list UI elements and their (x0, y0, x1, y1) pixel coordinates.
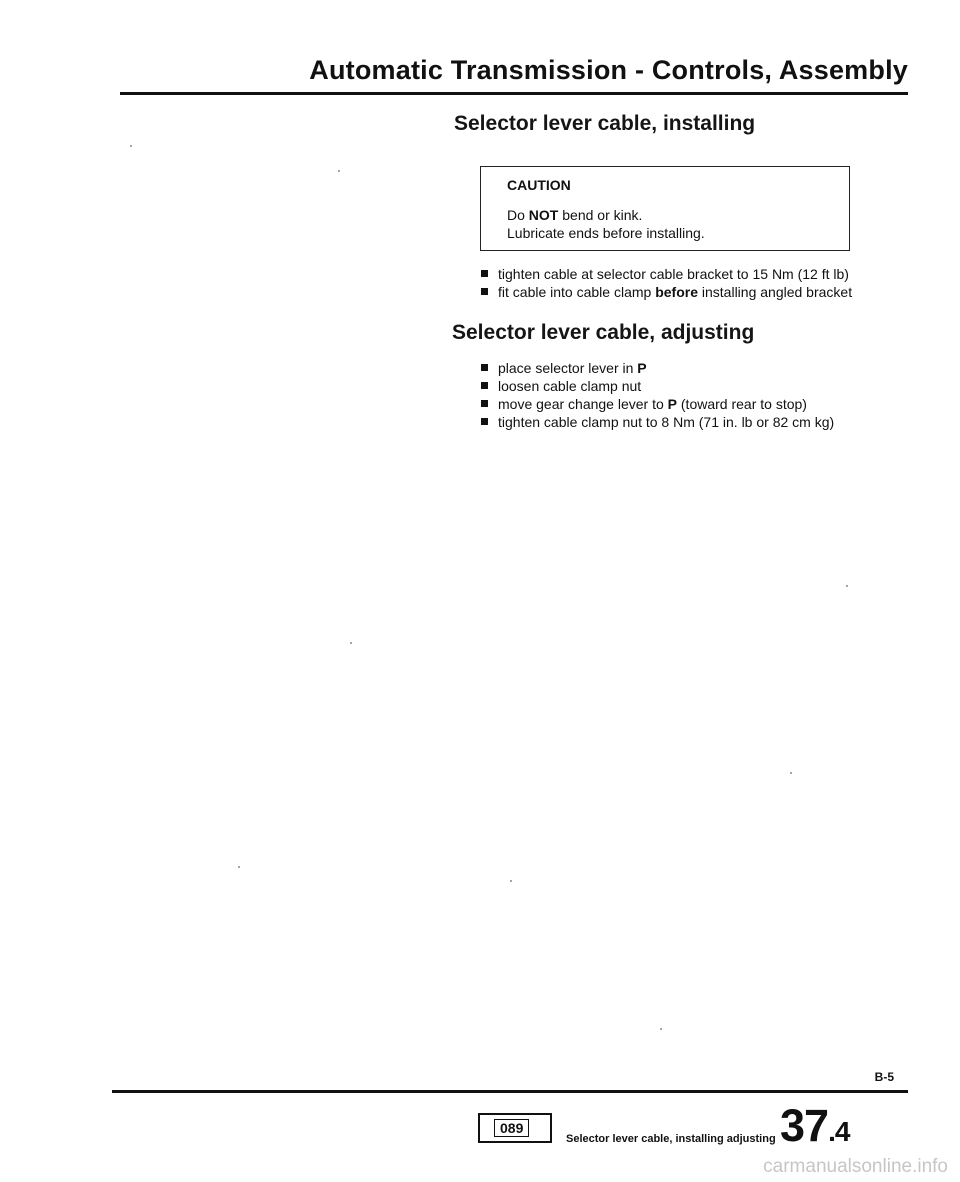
section-title-adjusting: Selector lever cable, adjusting (452, 321, 755, 344)
section-title-installing: Selector lever cable, installing (454, 112, 756, 135)
list-item: place selector lever in P (480, 359, 874, 377)
watermark: carmanualsonline.info (763, 1156, 948, 1177)
page-header (120, 48, 908, 95)
scan-speck (338, 170, 340, 172)
footer-divider (112, 1090, 908, 1093)
footer-caption: Selector lever cable, installing adjusting (566, 1133, 776, 1145)
list-item: tighten cable at selector cable bracket to 15 Nm (12 ft lb) (480, 265, 874, 283)
list-item: fit cable into cable clamp before installing angled bracket (480, 283, 874, 301)
list-item: loosen cable clamp nut (480, 377, 874, 395)
scan-speck (130, 145, 132, 147)
adjusting-steps (480, 359, 874, 431)
installing-steps (480, 265, 874, 301)
scan-speck (790, 772, 792, 774)
scan-speck (846, 585, 848, 587)
caution-box (480, 166, 850, 251)
caution-line-1: Do NOT bend or kink. (507, 207, 643, 223)
caution-line-2: Lubricate ends before installing. (507, 225, 705, 241)
scan-speck (660, 1028, 662, 1030)
caution-heading: CAUTION (507, 177, 571, 193)
scan-speck (350, 642, 352, 644)
footer-model-label: 089 (494, 1119, 529, 1137)
page-code: B-5 (874, 1070, 894, 1084)
scan-speck (238, 866, 240, 868)
footer-model-box (478, 1113, 552, 1143)
page-title: Automatic Transmission - Controls, Assembly (309, 55, 908, 85)
list-item: move gear change lever to P (toward rear to stop) (480, 395, 874, 413)
list-item: tighten cable clamp nut to 8 Nm (71 in. lb or 82 cm kg) (480, 413, 874, 431)
main-content (454, 112, 874, 431)
scan-speck (510, 880, 512, 882)
section-number: 37.4 (780, 1100, 850, 1151)
